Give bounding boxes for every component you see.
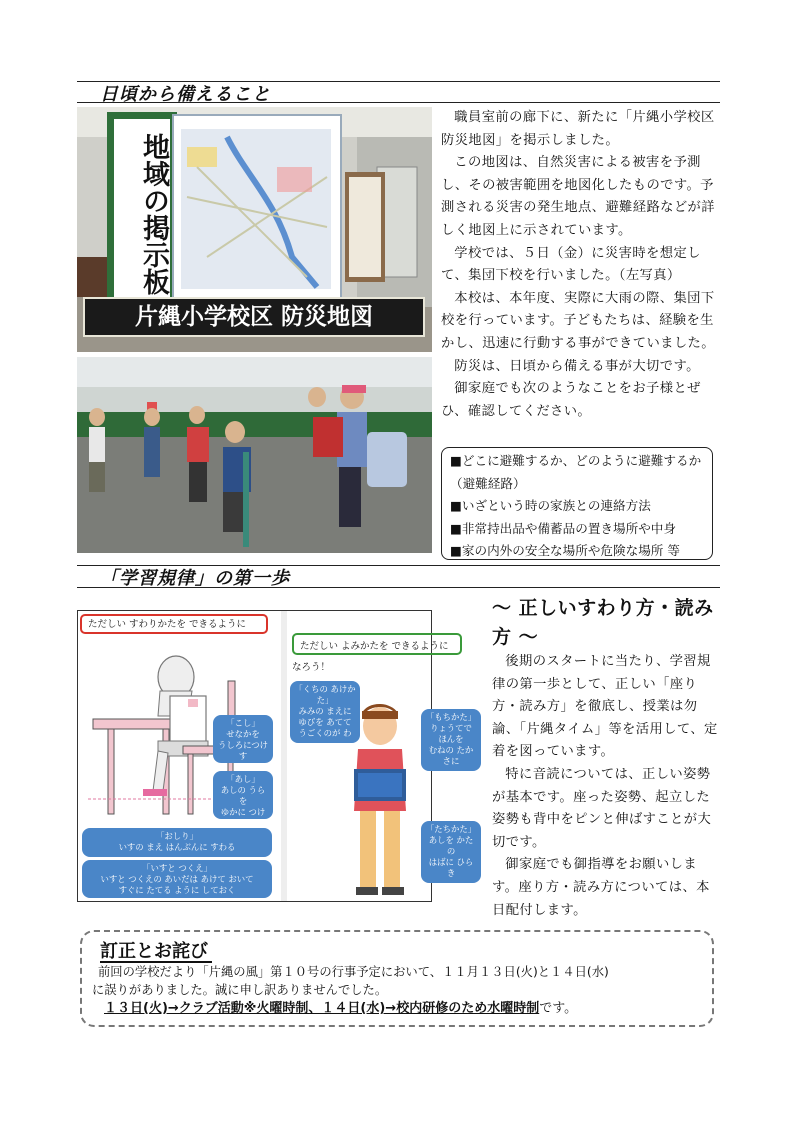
preparedness-paragraph: 本校は、本年度、実際に大雨の際、集団下校を行っています。子どもたちは、経験を生かし、迅速に行動する事ができていました。 <box>441 290 715 351</box>
posture-diagram <box>77 610 477 902</box>
reading-heading-cont: なろう！ <box>292 662 331 673</box>
rule-under-title1 <box>77 102 720 103</box>
bubble-waist: 「こし」 せなかを うしろにつけ す <box>213 715 273 763</box>
learning-paragraph: 御家庭でも御指導をお願いします。座り方・読み方については、本日配付します。 <box>492 857 710 918</box>
checklist-item: ■どこに避難するか、どのように避難するか（避難経路） <box>450 453 702 491</box>
disaster-map-photo <box>77 107 432 352</box>
rule-under-title2 <box>77 587 720 588</box>
bulletin-sign-vertical: 地域の掲示板 <box>138 133 169 295</box>
preparedness-paragraph: 防災は、日頃から備える事が大切です。 <box>454 358 700 374</box>
checklist-item: ■いざという時の家族との連絡方法 <box>450 498 651 514</box>
notice-line-2: に誤りがありました。誠に申し訳ありませんでした。 <box>92 983 388 997</box>
bubble-standing: 「たちかた」 あしを かた の はばに ひら き <box>421 821 481 883</box>
preparedness-body-text <box>441 107 717 423</box>
home-checklist-box <box>441 447 713 560</box>
bubble-chair-desk: 「いすと つくえ」 いすと つくえの あいだは あけて おいて すぐに たてる ように しておく <box>82 860 272 898</box>
bubble-mouth: 「くちの あけかた」 みみの まえに ゆびを あてて うごくのが わ <box>290 681 360 743</box>
learning-body-text <box>492 651 718 922</box>
learning-paragraph: 特に音読については、正しい姿勢が基本です。座った姿勢、起立した姿勢も背中をピンと伸ばすことが大切です。 <box>492 766 712 850</box>
group-dismissal-photo <box>77 357 432 553</box>
preparedness-paragraph: 職員室前の廊下に、新たに「片縄小学校区防災地図」を掲示しました。 <box>441 110 715 148</box>
map-caption-text: 片縄小学校区 防災地図 <box>134 304 373 330</box>
notice-line-1: 前回の学校だより「片縄の風」第１０号の行事予定において、１１月１３日(火)と１４日(水) <box>98 965 609 979</box>
checklist-item: ■非常持出品や備蓄品の置き場所や中身 <box>450 520 676 536</box>
notice-line-3 <box>104 1000 577 1018</box>
preparedness-paragraph: この地図は、自然災害による被害を予測し、その被害範囲を地図化したものです。予測される災害の発生地点、避難経路などが詳しく地図上に示されています。 <box>441 155 715 238</box>
posture-subtitle: ～ 正しいすわり方・読み方 ～ <box>492 597 714 648</box>
bubble-feet: 「あし」 あしの うら を ゆかに つけ <box>213 771 273 819</box>
section-title-learning-rules: 「学習規律」の第一歩 <box>100 568 290 589</box>
rule-above-title2 <box>77 565 720 566</box>
bubble-bottom: 「おしり」 いすの まえ はんぶんに すわる <box>82 828 272 857</box>
bubble-holding: 「もちかた」 りょうてで ほんを むねの たか さに ・・ <box>421 709 481 771</box>
reading-heading-text: ただしい よみかたを できるように <box>300 641 449 652</box>
checklist-item: ■家の内外の安全な場所や危険な場所 等 <box>450 543 680 559</box>
learning-paragraph: 後期のスタートに当たり、学習規律の第一歩として、正しい「座り方・読み方」を徹底し、授業は勿論、「片縄タイム」等を活用して、定着を図っています。 <box>492 654 718 760</box>
rule-top <box>77 81 720 82</box>
section-title-preparedness: 日頃から備えること <box>100 84 271 105</box>
notice-corrected-schedule: １３日(火)→クラブ活動※火曜時制、１４日(水)→校内研修のため水曜時制 <box>104 1001 540 1016</box>
notice-line-3-tail: です。 <box>539 1001 578 1016</box>
notice-title: 訂正とお詫び <box>100 941 208 962</box>
students-illustration <box>77 357 432 553</box>
diagram-divider <box>281 611 287 901</box>
preparedness-paragraph: 御家庭でも次のようなことをお子様とぜひ、確認してください。 <box>441 381 701 419</box>
preparedness-paragraph: 学校では、５日（金）に災害時を想定して、集団下校を行いました。（左写真） <box>441 245 701 284</box>
sitting-heading-text: ただしい すわりかたを できるように <box>88 619 247 630</box>
